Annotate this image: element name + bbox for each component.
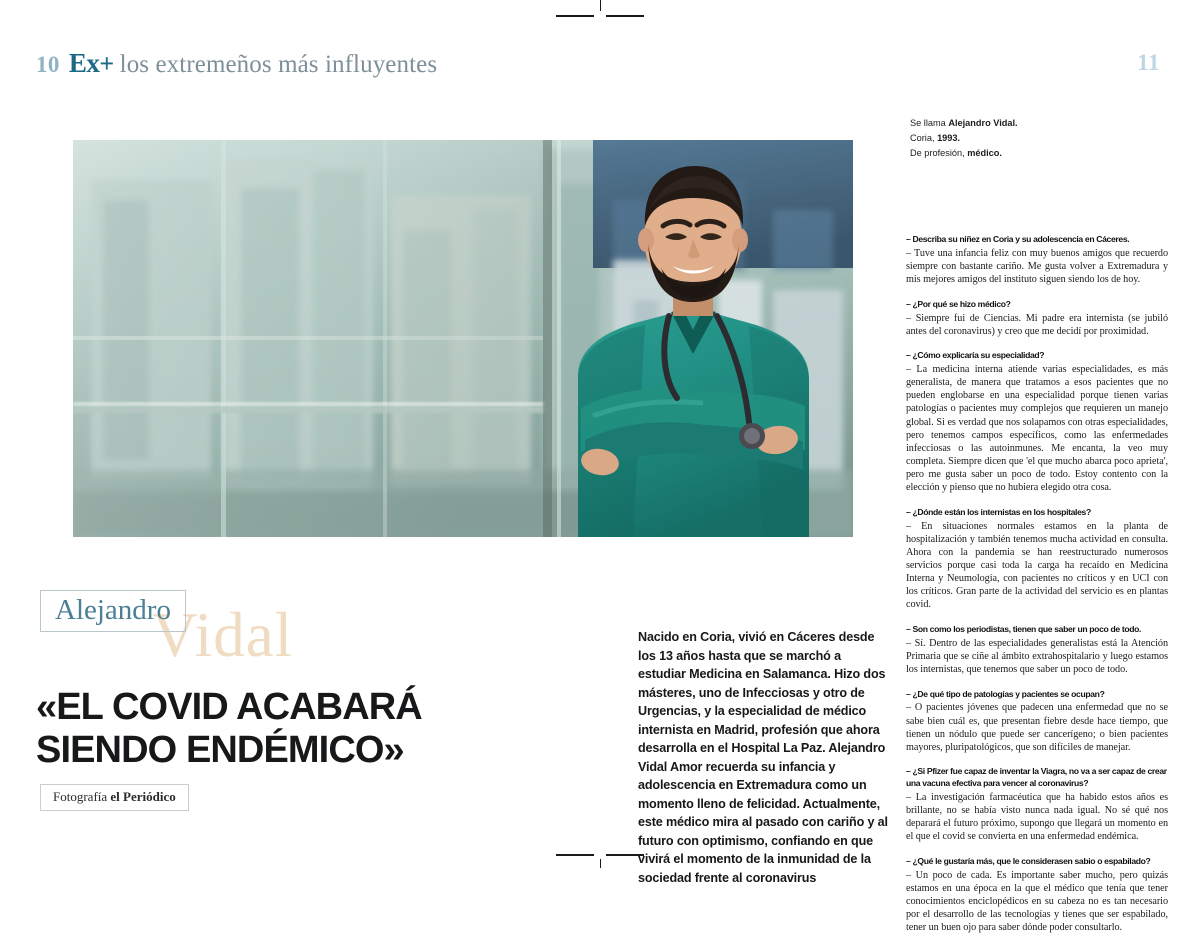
masthead-logo-text: Ex xyxy=(68,48,100,78)
interview-question: – Son como los periodistas, tienen que saber un poco de todo. xyxy=(906,623,1142,634)
photo-credit-label: Fotografía xyxy=(53,789,108,804)
masthead-logo xyxy=(69,48,114,79)
subject-firstname: Alejandro xyxy=(40,590,186,632)
interview-question: – Describa su niñez en Coria y su adolescencia en Cáceres. xyxy=(906,234,1130,244)
interview-column xyxy=(906,234,1168,934)
interview-item xyxy=(906,766,1168,843)
interview-question: – ¿Dónde están los internistas en los hospitales? xyxy=(906,506,1091,517)
identity-line-1 xyxy=(910,116,1165,131)
interview-answer: – La investigación farmacéutica que ha habido estos años es brillante, no se había visto nunca nada igual. No sé qué nos deparará el futuro próximo, supongo que llegará un momento en el que el covid se convierta en una enfermedad endémica. xyxy=(906,792,1168,843)
headline-line-1: «EL COVID ACABARÁ xyxy=(36,686,422,728)
article-headline xyxy=(36,686,516,771)
masthead-plus: + xyxy=(99,49,114,78)
interview-item xyxy=(906,624,1168,676)
identity-line-2-prefix: Coria, xyxy=(910,132,938,143)
headline-line-2: SIENDO ENDÉMICO» xyxy=(36,728,404,771)
identity-line-2-value: 1993. xyxy=(937,132,961,143)
feature-photo-illustration xyxy=(73,140,853,537)
interview-answer: – Sí. Dentro de las especialidades generalistas está la Atención Primaria que se ciñe al ámbito extrahospitalario y luego estamos los internistas, que tenemos que saber un poco de todo. xyxy=(906,637,1168,675)
identity-line-3-prefix: De profesión, xyxy=(910,147,968,158)
identity-line-1-prefix: Se llama xyxy=(910,118,949,128)
feature-photo xyxy=(73,140,853,537)
subject-identity xyxy=(910,116,1165,161)
subject-name-block xyxy=(40,590,460,670)
interview-item xyxy=(906,234,1168,286)
running-head xyxy=(36,48,437,79)
interview-question: – ¿Si Pfizer fue capaz de inventar la Viagra, no va a ser capaz de crear una vacuna efectiva para vencer al coronavirus? xyxy=(906,766,1167,789)
interview-item xyxy=(906,350,1168,494)
interview-item xyxy=(906,507,1168,612)
crop-mark-bottom xyxy=(556,848,644,868)
interview-answer: – La medicina interna atiende varias especialidades, es más generalista, de manera que tratamos a esos pacientes que no pueden englobarse en una especialidad porque tienen varias patologías o pacientes muy complejos que requieren un manejo global. Si es verdad que nos solapamos con otras especialidades, pero tenemos campos específicos, como las enfermedades infecciosas o las autoinmunes. Me encanta, la veo muy completa. Siempre dicen que 'el que mucho abarca poco aprieta', pero me gusta saber un poco de todo. Estoy contento con la elección y pienso que no hubiera elegido otra cosa. xyxy=(906,364,1168,494)
masthead-tagline: los extremeños más influyentes xyxy=(119,51,438,78)
interview-answer: – O pacientes jóvenes que padecen una enfermedad que no se sabe bien cuál es, que presentan fiebre desde hace tiempo, que tienen un nódulo que puede ser cancerígeno; o bien pacientes mayores, pluripatológicos, que son difíciles de manejar. xyxy=(906,702,1168,753)
interview-answer: – Tuve una infancia feliz con muy buenos amigos que recuerdo siempre con bastante cariño. Me gusta volver a Extremadura y mis mejores amigos del instituto siguen siendo los de hoy. xyxy=(906,247,1168,286)
folio-left: 10 xyxy=(36,52,60,77)
subject-surname: Vidal xyxy=(152,600,294,670)
interview-question: – ¿De qué tipo de patologías y pacientes se ocupan? xyxy=(906,688,1105,699)
interview-item xyxy=(906,299,1168,338)
interview-answer: – En situaciones normales estamos en la planta de hospitalización y también tenemos mucha actividad en consulta. Ahora con la pandemia se han reestructurado numerosos servicios porque casi toda la carga ha recaído en Medicina Interna y Neumología, con pacientes no críticos y en UCI con los críticos. Gran parte de la actividad del servicio es en plantas covid. xyxy=(906,520,1168,611)
folio-right: 11 xyxy=(1137,50,1160,75)
interview-question: – ¿Por qué se hizo médico? xyxy=(906,298,1011,309)
identity-line-3-value: médico. xyxy=(967,147,1002,158)
identity-line-2 xyxy=(910,131,1165,146)
interview-question: – ¿Cómo explicaría su especialidad? xyxy=(906,350,1045,361)
interview-question: – ¿Qué le gustaría más, que le considerasen sabio o espabilado? xyxy=(906,855,1151,866)
photo-credit xyxy=(40,784,189,811)
standfirst: Nacido en Coria, vivió en Cáceres desde los 13 años hasta que se marchó a estudiar Medicina en Salamanca. Hizo dos másteres, uno de Infecciosas y otro de Urgencias, y la especialidad de médico internista en Madrid, profesión que ahora desarrolla en el Hospital La Paz. Alejandro Vidal Amor recuerda su infancia y adolescencia en Extremadura como un momento lleno de felicidad. Actualmente, este médico mira al pasado con cariño y al futuro con optimismo, confiando en que vivirá el momento de la inmunidad de la sociedad frente al coronavirus xyxy=(638,630,888,885)
interview-answer: – Un poco de cada. Es importante saber mucho, pero quizás estamos en una época en la que el médico que tenía que tener conocimientos enciclopédicos en su cabeza no es tan necesario por el desarrollo de las tecnologías y tienes que ser espabilado, tener un buen ojo para saber dónde poder consultarlo. xyxy=(906,869,1168,934)
identity-line-1-value: Alejandro Vidal. xyxy=(948,118,1018,128)
interview-answer: – Siempre fui de Ciencias. Mi padre era internista (se jubiló antes del coronavirus) y creo que me decidí por proximidad. xyxy=(906,312,1168,337)
identity-line-3 xyxy=(910,146,1165,161)
interview-item xyxy=(906,689,1168,754)
photo-credit-source: el Periódico xyxy=(110,789,176,804)
crop-mark-top xyxy=(556,0,644,24)
